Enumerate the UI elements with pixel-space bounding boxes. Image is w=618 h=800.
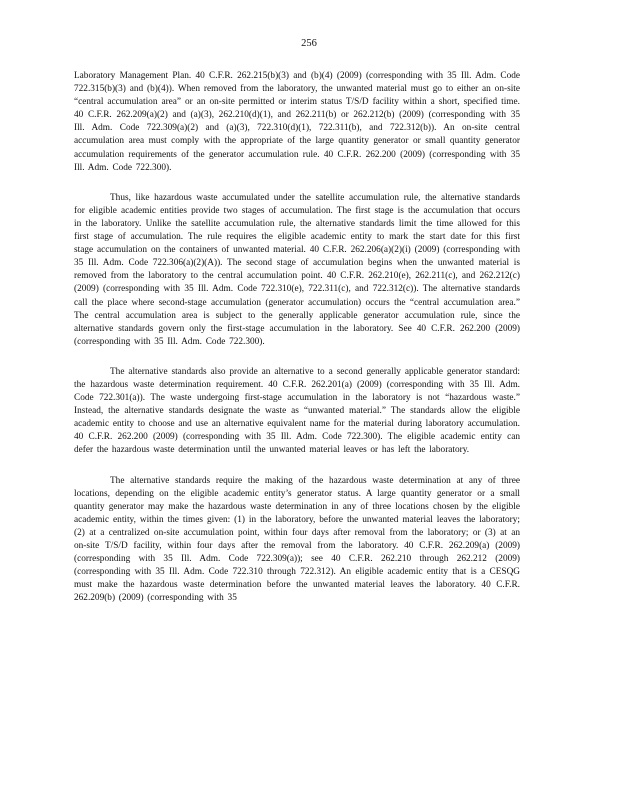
paragraph-two-stages-accumulation: Thus, like hazardous waste accumulated under the satellite accumulation rule, the alternative standards for eligible academic entities provide two stages of accumulation. The first stage is the accumulation that occurs in the laboratory. Unlike the satellite accumulation rule, the alternative standards limit the time allowed for this first stage of accumulation. The rule requires the eligible academic entity to mark the start date for this first stage accumulation on the containers of unwanted material. 40 C.F.R. 262.206(a)(2)(i) (2009) (corresponding with 35 Ill. Adm. Code 722.306(a)(2)(A)). The second stage of accumulation begins when the unwanted material is removed from the laboratory to the central accumulation point. 40 C.F.R. 262.210(e), 262.211(c), and 262.212(c) (2009) (corresponding with 35 Ill. Adm. Code 722.310(e), 722.311(c), and 722.312(c)). The alternative standards call the place where second-stage accumulation (generator accumulation) occurs the “central accumulation area.” The central accumulation area is subject to the generally applicable generator accumulation rule, since the alternative standards govern only the first-stage accumulation in the laboratory. See 40 C.F.R. 262.200 (2009) (corresponding with 35 Ill. Adm. Code 722.300). — [74, 192, 520, 347]
paragraph-determination-locations: The alternative standards require the making of the hazardous waste determination at any of three locations, depending on the eligible academic entity’s generator status. A large quantity generator or a small quantity generator may make the hazardous waste determination in any of three locations chosen by the eligible academic entity, within the times given: (1) in the laboratory, before the unwanted material leaves the laboratory; (2) at a centralized on-site accumulation point, within four days after removal from the laboratory; or (3) at an on-site T/S/D facility, within four days after the removal from the laboratory. 40 C.F.R. 262.209(a) (2009) (corresponding with 35 Ill. Adm. Code 722.309(a)); see 40 C.F.R. 262.210 through 262.212 (2009) (corresponding with 35 Ill. Adm. Code 722.310 through 722.312). An eligible academic entity that is a CESQG must make the hazardous waste determination before the unwanted material leaves the laboratory. 40 C.F.R. 262.209(b) (2009) (corresponding with 35 — [74, 475, 520, 604]
page-number: 256 — [301, 38, 317, 49]
paragraph-lab-management-plan: Laboratory Management Plan. 40 C.F.R. 262.215(b)(3) and (b)(4) (2009) (corresponding with 35 Ill. Adm. Code 722.315(b)(3) and (b)(4)). When removed from the laboratory, the unwanted material must go to either an on-site “central accumulation area” or an on-site permitted or interim status T/S/D facility within a short, specified time. 40 C.F.R. 262.209(a)(2) and (a)(3), 262.210(d)(1), and 262.211(b) or 262.212(b) (2009) (corresponding with 35 Ill. Adm. Code 722.309(a)(2) and (a)(3), 722.310(d)(1), 722.311(b), and 722.312(b)). An on-site central accumulation area must comply with the appropriate of the large quantity generator or small quantity generator accumulation requirements of the generator accumulation rule. 40 C.F.R. 262.200 (2009) (corresponding with 35 Ill. Adm. Code 722.300). — [74, 71, 520, 173]
paragraph-hazardous-waste-determination: The alternative standards also provide an alternative to a second generally applicable generator standard: the hazardous waste determination requirement. 40 C.F.R. 262.201(a) (2009) (corresponding with 35 Ill. Adm. Code 722.301(a)). The waste undergoing first-stage accumulation in the laboratory is not “hazardous waste.” Instead, the alternative standards designate the waste as “unwanted material.” The standards allow the eligible academic entity to choose and use an alternative equivalent name for the material during laboratory accumulation. 40 C.F.R. 262.200 (2009) (corresponding with 35 Ill. Adm. Code 722.300). The eligible academic entity can defer the hazardous waste determination until the unwanted material leaves or has left the laboratory. — [74, 366, 520, 456]
body-text — [74, 70, 520, 622]
